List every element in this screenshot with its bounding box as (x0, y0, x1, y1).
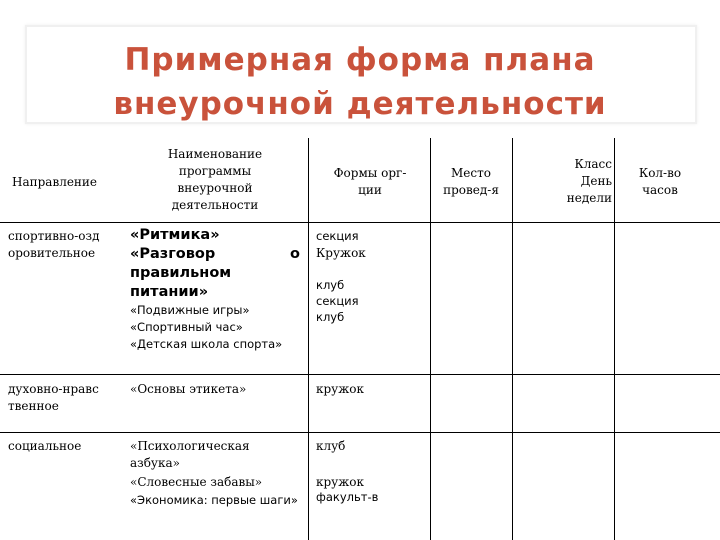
page-title (0, 38, 720, 126)
column-divider (430, 138, 431, 540)
row-divider (0, 374, 720, 375)
header-program: Наименование программы внеурочной деятельности (167, 147, 263, 212)
header-direction: Направление (12, 175, 98, 189)
program-item: «Подвижные игры» (130, 303, 250, 317)
header-place: Место провед-я (443, 166, 499, 197)
program-item: «Детская школа спорта» (130, 337, 283, 351)
form-item: клуб (316, 278, 345, 292)
row3-direction: социальное (8, 439, 82, 453)
program-item: «Разговор о правильном питании» (130, 246, 300, 300)
row1-programs (130, 226, 300, 353)
header-forms: Формы орг-ции (333, 166, 407, 197)
program-item: «Основы этикета» (130, 382, 247, 396)
form-item: секция (316, 229, 359, 243)
form-item: секция (316, 294, 359, 308)
form-item: факульт-в (316, 490, 379, 504)
header-hours: Кол-во часов (638, 166, 682, 197)
header-class-day: Класс День недели (566, 157, 612, 205)
column-divider (614, 138, 615, 540)
form-item: клуб (316, 439, 346, 453)
form-item: клуб (316, 310, 345, 324)
title-line-2: внеурочной деятельности (113, 86, 607, 122)
program-item: «Словесные забавы» (130, 475, 263, 489)
form-item: кружок (316, 475, 365, 489)
row1-direction: спортивно-озд оровительное (8, 229, 100, 260)
row2-direction: духовно-нравс твенное (8, 382, 99, 413)
column-divider (308, 138, 309, 540)
program-item: «Психологическая азбука» (130, 439, 250, 470)
row-divider (0, 432, 720, 433)
program-item: «Ритмика» (130, 227, 220, 243)
program-item: «Спортивный час» (130, 320, 243, 334)
row-divider (0, 222, 720, 223)
program-item: «Экономика: первые шаги» (130, 493, 298, 507)
form-item: кружок (316, 382, 365, 396)
form-item: Кружок (316, 246, 366, 260)
title-line-1: Примерная форма плана (124, 42, 596, 78)
column-divider (512, 138, 513, 540)
